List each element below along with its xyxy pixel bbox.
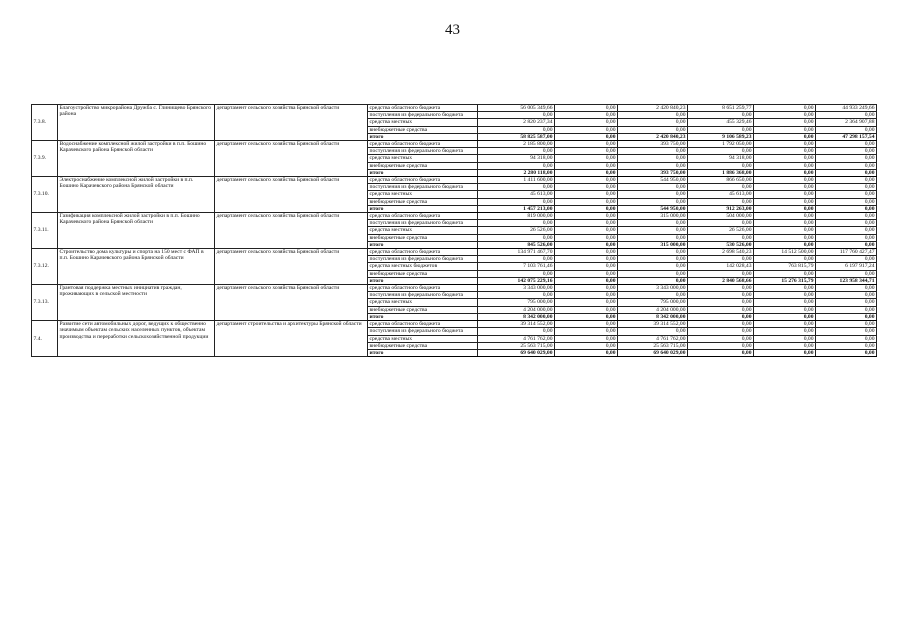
table-row: [32, 141, 877, 148]
responsible-department: департамент сельского хозяйства Брянской области: [215, 105, 368, 141]
amount-cell: 0,00: [754, 335, 816, 342]
amount-cell: 0,00: [555, 321, 618, 328]
amount-cell: 0,00: [618, 191, 688, 198]
amount-cell: 2 364 907,88: [816, 119, 877, 126]
funding-source: итого: [368, 313, 478, 320]
amount-cell: 9 106 589,23: [688, 133, 754, 140]
amount-cell: 0,00: [555, 328, 618, 335]
funding-source: средства областного бюджета: [368, 249, 478, 256]
amount-cell: 0,00: [618, 263, 688, 270]
amount-cell: 0,00: [555, 342, 618, 349]
amount-cell: 0,00: [816, 342, 877, 349]
amount-cell: 0,00: [816, 299, 877, 306]
amount-cell: 0,00: [618, 155, 688, 162]
amount-cell: 2 420 840,23: [618, 105, 688, 112]
amount-cell: 819 000,00: [478, 213, 555, 220]
amount-cell: 0,00: [816, 227, 877, 234]
funding-source: итого: [368, 241, 478, 248]
table-row: [32, 177, 877, 184]
amount-cell: 455 329,46: [688, 119, 754, 126]
funding-source: поступления из федерального бюджета: [368, 256, 478, 263]
item-code: 7.3.8.: [32, 105, 58, 141]
item-name: Благоустройство микрорайона Дружба с. Глинищево Брянского района: [58, 105, 215, 141]
funding-source: средства местных бюджетов: [368, 263, 478, 270]
funding-source: внебюджетные средства: [368, 234, 478, 241]
amount-cell: 6 197 917,24: [816, 263, 877, 270]
item-name: Водоснабжение комплексной жилой застройки в п.п. Бошино Карачевского района Брянской области: [58, 141, 215, 177]
amount-cell: 94 318,00: [478, 155, 555, 162]
amount-cell: 0,00: [754, 299, 816, 306]
amount-cell: 0,00: [688, 299, 754, 306]
amount-cell: 4 761 762,00: [618, 335, 688, 342]
amount-cell: 0,00: [478, 184, 555, 191]
amount-cell: 123 958 344,71: [816, 277, 877, 284]
amount-cell: 315 000,00: [618, 213, 688, 220]
amount-cell: 0,00: [555, 299, 618, 306]
amount-cell: 795 000,00: [478, 299, 555, 306]
funding-source: средства местных: [368, 227, 478, 234]
amount-cell: 0,00: [555, 220, 618, 227]
amount-cell: 0,00: [618, 148, 688, 155]
funding-source: внебюджетные средства: [368, 198, 478, 205]
item-code: 7.4.: [32, 321, 58, 357]
amount-cell: 0,00: [618, 249, 688, 256]
funding-source: средства местных: [368, 299, 478, 306]
amount-cell: 315 000,00: [618, 241, 688, 248]
item-code: 7.3.11.: [32, 213, 58, 249]
item-code: 7.3.9.: [32, 141, 58, 177]
amount-cell: 0,00: [754, 292, 816, 299]
amount-cell: 866 650,00: [688, 177, 754, 184]
amount-cell: 0,00: [555, 277, 618, 284]
amount-cell: 0,00: [555, 213, 618, 220]
amount-cell: 0,00: [688, 342, 754, 349]
funding-source: поступления из федерального бюджета: [368, 148, 478, 155]
amount-cell: 0,00: [754, 321, 816, 328]
amount-cell: 0,00: [688, 198, 754, 205]
amount-cell: 39 314 552,00: [478, 321, 555, 328]
amount-cell: 0,00: [478, 162, 555, 169]
amount-cell: 0,00: [754, 133, 816, 140]
funding-source: поступления из федерального бюджета: [368, 112, 478, 119]
funding-source: средства областного бюджета: [368, 213, 478, 220]
amount-cell: 0,00: [688, 321, 754, 328]
amount-cell: 0,00: [754, 191, 816, 198]
amount-cell: 94 318,00: [688, 155, 754, 162]
table-row: [32, 321, 877, 328]
amount-cell: 0,00: [688, 328, 754, 335]
amount-cell: 0,00: [816, 141, 877, 148]
amount-cell: 117 760 427,47: [816, 249, 877, 256]
amount-cell: 912 263,00: [688, 205, 754, 212]
amount-cell: 0,00: [478, 292, 555, 299]
amount-cell: 1 792 050,00: [688, 141, 754, 148]
amount-cell: 3 343 000,00: [618, 285, 688, 292]
amount-cell: 0,00: [816, 126, 877, 133]
amount-cell: 0,00: [816, 321, 877, 328]
item-name: Газификация комплексной жилой застройки в п.п. Бошино Карачевского района Брянской области: [58, 213, 215, 249]
amount-cell: 0,00: [618, 227, 688, 234]
funding-source: средства местных: [368, 155, 478, 162]
amount-cell: 1 411 600,00: [478, 177, 555, 184]
amount-cell: 0,00: [688, 126, 754, 133]
amount-cell: 0,00: [754, 285, 816, 292]
amount-cell: 0,00: [555, 177, 618, 184]
amount-cell: 4 204 000,00: [478, 306, 555, 313]
amount-cell: 2 820 237,34: [478, 119, 555, 126]
amount-cell: 0,00: [478, 256, 555, 263]
amount-cell: 0,00: [816, 285, 877, 292]
amount-cell: 58 825 587,00: [478, 133, 555, 140]
amount-cell: 2 280 118,00: [478, 169, 555, 176]
amount-cell: 0,00: [555, 148, 618, 155]
funding-source: внебюджетные средства: [368, 126, 478, 133]
amount-cell: 0,00: [816, 177, 877, 184]
amount-cell: 0,00: [816, 306, 877, 313]
amount-cell: 530 526,00: [688, 241, 754, 248]
amount-cell: 0,00: [816, 349, 877, 356]
responsible-department: департамент сельского хозяйства Брянской области: [215, 177, 368, 213]
amount-cell: 0,00: [816, 198, 877, 205]
funding-source: поступления из федерального бюджета: [368, 184, 478, 191]
amount-cell: 0,00: [754, 306, 816, 313]
amount-cell: 25 563 715,00: [618, 342, 688, 349]
item-code: 7.3.10.: [32, 177, 58, 213]
amount-cell: 0,00: [555, 234, 618, 241]
funding-source: средства областного бюджета: [368, 141, 478, 148]
amount-cell: 0,00: [555, 155, 618, 162]
amount-cell: 0,00: [478, 112, 555, 119]
responsible-department: департамент сельского хозяйства Брянской области: [215, 141, 368, 177]
amount-cell: 0,00: [555, 191, 618, 198]
amount-cell: 0,00: [816, 213, 877, 220]
funding-source: итого: [368, 133, 478, 140]
amount-cell: 0,00: [754, 220, 816, 227]
amount-cell: 0,00: [618, 270, 688, 277]
amount-cell: 0,00: [816, 335, 877, 342]
amount-cell: 56 005 349,66: [478, 105, 555, 112]
amount-cell: 0,00: [754, 349, 816, 356]
amount-cell: 0,00: [555, 256, 618, 263]
amount-cell: 0,00: [478, 126, 555, 133]
responsible-department: департамент строительства и архитектуры Брянской области: [215, 321, 368, 357]
amount-cell: 0,00: [754, 313, 816, 320]
amount-cell: 0,00: [555, 270, 618, 277]
amount-cell: 2 420 840,23: [618, 133, 688, 140]
amount-cell: 0,00: [618, 292, 688, 299]
amount-cell: 0,00: [816, 292, 877, 299]
amount-cell: 0,00: [618, 162, 688, 169]
amount-cell: 0,00: [618, 328, 688, 335]
amount-cell: 0,00: [816, 328, 877, 335]
table-row: [32, 105, 877, 112]
amount-cell: 0,00: [688, 313, 754, 320]
table-row: [32, 285, 877, 292]
amount-cell: 504 000,00: [688, 213, 754, 220]
amount-cell: 0,00: [555, 112, 618, 119]
amount-cell: 0,00: [688, 256, 754, 263]
amount-cell: 0,00: [754, 148, 816, 155]
amount-cell: 1 886 368,00: [688, 169, 754, 176]
budget-table-body: [32, 105, 877, 357]
amount-cell: 8 342 000,00: [478, 313, 555, 320]
amount-cell: 0,00: [688, 335, 754, 342]
amount-cell: 845 526,00: [478, 241, 555, 248]
amount-cell: 0,00: [754, 162, 816, 169]
amount-cell: 0,00: [618, 198, 688, 205]
table-row: [32, 213, 877, 220]
amount-cell: 0,00: [754, 155, 816, 162]
amount-cell: 0,00: [816, 313, 877, 320]
amount-cell: 0,00: [816, 256, 877, 263]
amount-cell: 0,00: [555, 227, 618, 234]
amount-cell: 0,00: [688, 184, 754, 191]
funding-source: итого: [368, 277, 478, 284]
item-name: Электроснабжение комплексной жилой застройки в п.п. Бошино Карачевского района Брянской области: [58, 177, 215, 213]
funding-source: внебюджетные средства: [368, 162, 478, 169]
amount-cell: 0,00: [754, 213, 816, 220]
funding-source: итого: [368, 205, 478, 212]
funding-source: итого: [368, 349, 478, 356]
amount-cell: 2 185 800,00: [478, 141, 555, 148]
funding-source: средства местных: [368, 119, 478, 126]
amount-cell: 0,00: [618, 126, 688, 133]
item-name: Грантовая поддержка местных инициатив граждан, проживающих в сельской местности: [58, 285, 215, 321]
amount-cell: 4 761 762,00: [478, 335, 555, 342]
amount-cell: 393 750,00: [618, 169, 688, 176]
amount-cell: 0,00: [754, 234, 816, 241]
amount-cell: 0,00: [688, 220, 754, 227]
amount-cell: 0,00: [478, 270, 555, 277]
amount-cell: 0,00: [478, 234, 555, 241]
amount-cell: 544 950,00: [618, 205, 688, 212]
amount-cell: 8 651 259,77: [688, 105, 754, 112]
amount-cell: 134 971 467,70: [478, 249, 555, 256]
funding-source: поступления из федерального бюджета: [368, 292, 478, 299]
amount-cell: 0,00: [555, 349, 618, 356]
amount-cell: 0,00: [754, 177, 816, 184]
amount-cell: 0,00: [555, 126, 618, 133]
amount-cell: 0,00: [754, 105, 816, 112]
amount-cell: 25 563 715,00: [478, 342, 555, 349]
amount-cell: 0,00: [816, 162, 877, 169]
amount-cell: 0,00: [754, 112, 816, 119]
amount-cell: 0,00: [754, 342, 816, 349]
amount-cell: 393 750,00: [618, 141, 688, 148]
funding-source: внебюджетные средства: [368, 306, 478, 313]
amount-cell: 44 933 249,66: [816, 105, 877, 112]
amount-cell: 0,00: [816, 191, 877, 198]
amount-cell: 0,00: [478, 220, 555, 227]
amount-cell: 795 000,00: [618, 299, 688, 306]
amount-cell: 0,00: [754, 119, 816, 126]
funding-source: средства областного бюджета: [368, 177, 478, 184]
amount-cell: 0,00: [688, 270, 754, 277]
amount-cell: 0,00: [754, 270, 816, 277]
amount-cell: 0,00: [618, 119, 688, 126]
amount-cell: 0,00: [816, 112, 877, 119]
amount-cell: 0,00: [555, 141, 618, 148]
amount-cell: 0,00: [555, 241, 618, 248]
amount-cell: 0,00: [555, 285, 618, 292]
amount-cell: 0,00: [555, 105, 618, 112]
amount-cell: 0,00: [816, 184, 877, 191]
funding-source: средства местных: [368, 191, 478, 198]
amount-cell: 763 815,79: [754, 263, 816, 270]
amount-cell: 3 343 000,00: [478, 285, 555, 292]
funding-source: средства областного бюджета: [368, 105, 478, 112]
amount-cell: 0,00: [816, 169, 877, 176]
amount-cell: 0,00: [754, 184, 816, 191]
amount-cell: 0,00: [618, 256, 688, 263]
amount-cell: 0,00: [618, 277, 688, 284]
funding-source: средства областного бюджета: [368, 285, 478, 292]
amount-cell: 0,00: [754, 205, 816, 212]
amount-cell: 2 698 540,23: [688, 249, 754, 256]
amount-cell: 0,00: [816, 241, 877, 248]
budget-table: [31, 104, 877, 357]
responsible-department: департамент сельского хозяйства Брянской области: [215, 213, 368, 249]
funding-source: итого: [368, 169, 478, 176]
amount-cell: 0,00: [816, 205, 877, 212]
amount-cell: 0,00: [754, 328, 816, 335]
amount-cell: 0,00: [478, 328, 555, 335]
amount-cell: 0,00: [555, 313, 618, 320]
amount-cell: 0,00: [816, 148, 877, 155]
funding-source: средства областного бюджета: [368, 321, 478, 328]
amount-cell: 0,00: [555, 119, 618, 126]
amount-cell: 0,00: [754, 198, 816, 205]
amount-cell: 26 526,00: [688, 227, 754, 234]
amount-cell: 0,00: [555, 335, 618, 342]
amount-cell: 0,00: [555, 249, 618, 256]
amount-cell: 0,00: [816, 270, 877, 277]
amount-cell: 0,00: [555, 306, 618, 313]
amount-cell: 15 276 315,79: [754, 277, 816, 284]
amount-cell: 0,00: [816, 155, 877, 162]
amount-cell: 0,00: [555, 292, 618, 299]
amount-cell: 0,00: [816, 234, 877, 241]
amount-cell: 544 950,00: [618, 177, 688, 184]
item-name: Развитие сети автомобильных дорог, ведущих к общественно значимым объектам сельских населенных пунктов, объектам производства и переработки сельскохозяйственной продукции: [58, 321, 215, 357]
amount-cell: 0,00: [618, 184, 688, 191]
amount-cell: 0,00: [555, 263, 618, 270]
amount-cell: 7 103 761,46: [478, 263, 555, 270]
funding-source: поступления из федерального бюджета: [368, 220, 478, 227]
amount-cell: 69 640 029,00: [618, 349, 688, 356]
amount-cell: 69 640 029,00: [478, 349, 555, 356]
amount-cell: 45 613,00: [688, 191, 754, 198]
amount-cell: 39 314 552,00: [618, 321, 688, 328]
amount-cell: 14 512 500,00: [754, 249, 816, 256]
amount-cell: 45 613,00: [478, 191, 555, 198]
amount-cell: 0,00: [555, 198, 618, 205]
amount-cell: 26 526,00: [478, 227, 555, 234]
item-name: Строительство дома культуры и спорта на 150 мест с ФАП в п.п. Бошино Карачевского района Брянской области: [58, 249, 215, 285]
amount-cell: 0,00: [816, 220, 877, 227]
amount-cell: 0,00: [754, 141, 816, 148]
amount-cell: 0,00: [688, 285, 754, 292]
funding-source: внебюджетные средства: [368, 342, 478, 349]
amount-cell: 0,00: [688, 148, 754, 155]
amount-cell: 0,00: [555, 169, 618, 176]
amount-cell: 0,00: [478, 148, 555, 155]
amount-cell: 0,00: [754, 126, 816, 133]
amount-cell: 0,00: [754, 241, 816, 248]
amount-cell: 0,00: [555, 184, 618, 191]
table-row: [32, 249, 877, 256]
amount-cell: 0,00: [555, 133, 618, 140]
amount-cell: 0,00: [754, 256, 816, 263]
amount-cell: 0,00: [555, 162, 618, 169]
funding-source: поступления из федерального бюджета: [368, 328, 478, 335]
responsible-department: департамент сельского хозяйства Брянской области: [215, 285, 368, 321]
amount-cell: 0,00: [618, 234, 688, 241]
funding-source: средства местных: [368, 335, 478, 342]
item-code: 7.3.13.: [32, 285, 58, 321]
amount-cell: 0,00: [618, 112, 688, 119]
amount-cell: 47 298 157,54: [816, 133, 877, 140]
amount-cell: 0,00: [688, 162, 754, 169]
amount-cell: 4 204 000,00: [618, 306, 688, 313]
funding-source: внебюджетные средства: [368, 270, 478, 277]
amount-cell: 0,00: [618, 220, 688, 227]
amount-cell: 0,00: [754, 169, 816, 176]
amount-cell: 0,00: [688, 349, 754, 356]
amount-cell: 8 342 000,00: [618, 313, 688, 320]
amount-cell: 142 028,43: [688, 263, 754, 270]
amount-cell: 0,00: [555, 205, 618, 212]
amount-cell: 0,00: [688, 234, 754, 241]
page-number: 43: [445, 22, 460, 38]
amount-cell: 0,00: [478, 198, 555, 205]
amount-cell: 0,00: [688, 306, 754, 313]
amount-cell: 0,00: [754, 227, 816, 234]
amount-cell: 1 457 213,00: [478, 205, 555, 212]
amount-cell: 0,00: [688, 112, 754, 119]
amount-cell: 142 075 229,16: [478, 277, 555, 284]
item-code: 7.3.12.: [32, 249, 58, 285]
responsible-department: департамент сельского хозяйства Брянской области: [215, 249, 368, 285]
amount-cell: 0,00: [688, 292, 754, 299]
amount-cell: 2 840 568,66: [688, 277, 754, 284]
